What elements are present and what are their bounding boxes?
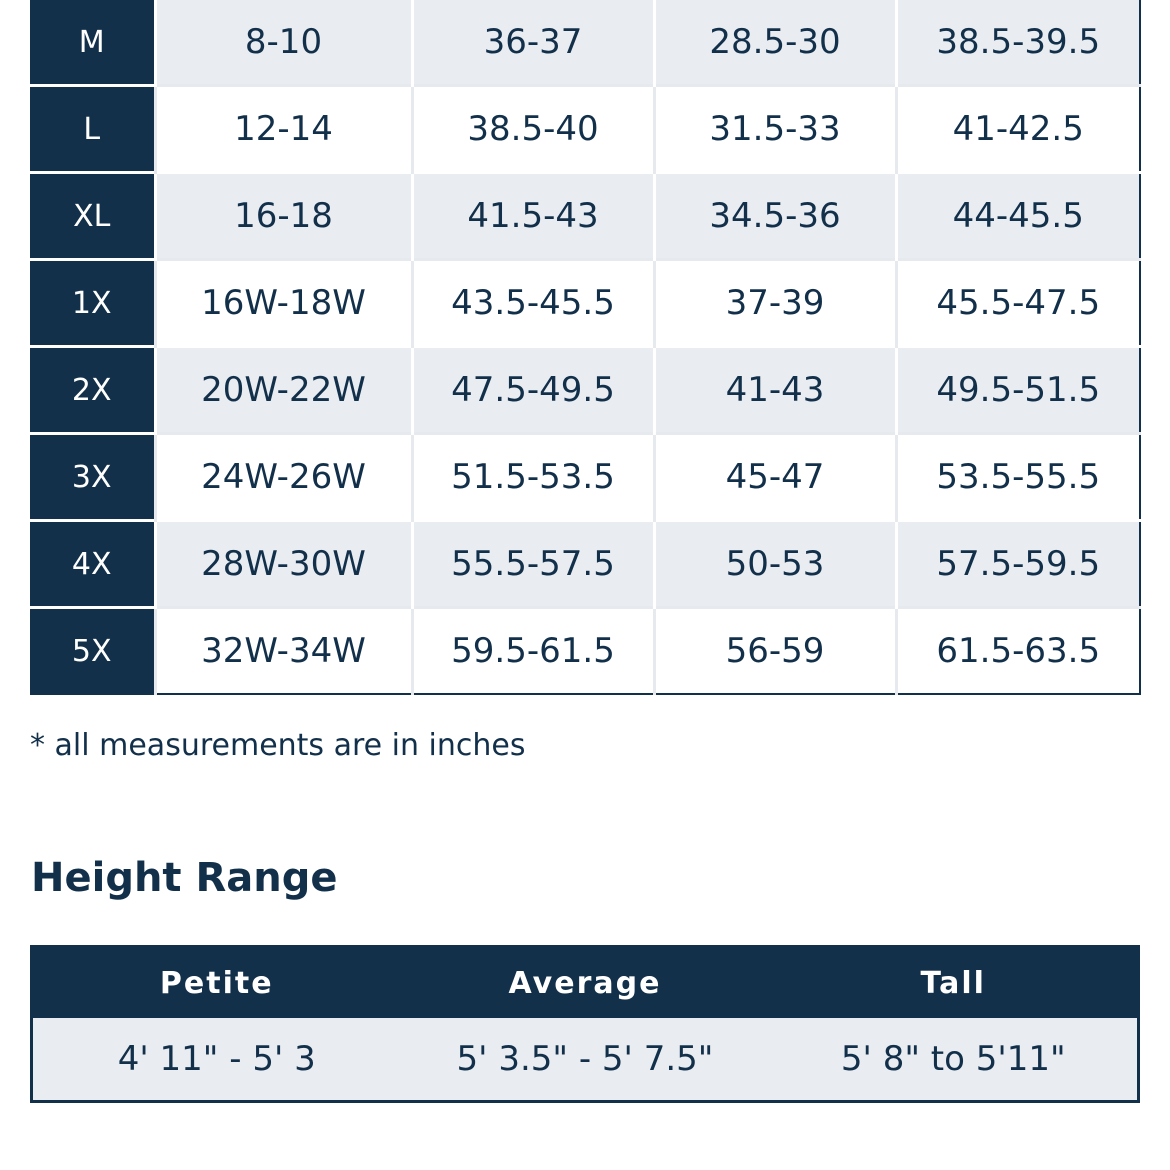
size-value: 47.5-49.5: [412, 347, 654, 434]
size-label: M: [30, 0, 155, 86]
size-value: 32W-34W: [155, 608, 412, 695]
size-value: 41-43: [654, 347, 896, 434]
size-value: 50-53: [654, 521, 896, 608]
height-header-petite: Petite: [32, 947, 401, 1019]
size-value: 55.5-57.5: [412, 521, 654, 608]
size-value: 8-10: [155, 0, 412, 86]
size-value: 12-14: [155, 86, 412, 173]
size-label: 1X: [30, 260, 155, 347]
size-value: 53.5-55.5: [896, 434, 1140, 521]
size-label: 3X: [30, 434, 155, 521]
size-row-m: [30, 0, 1140, 86]
size-row-5x: [30, 608, 1140, 695]
size-value: 49.5-51.5: [896, 347, 1140, 434]
height-value-petite: 4' 11" - 5' 3: [32, 1018, 401, 1102]
size-value: 38.5-40: [412, 86, 654, 173]
size-value: 28W-30W: [155, 521, 412, 608]
height-value-average: 5' 3.5" - 5' 7.5": [401, 1018, 770, 1102]
size-chart-table: [30, 0, 1141, 695]
size-label: 2X: [30, 347, 155, 434]
size-row-xl: [30, 173, 1140, 260]
size-value: 61.5-63.5: [896, 608, 1140, 695]
height-range-title: Height Range: [31, 855, 338, 901]
size-value: 16-18: [155, 173, 412, 260]
size-value: 43.5-45.5: [412, 260, 654, 347]
size-value: 56-59: [654, 608, 896, 695]
size-value: 16W-18W: [155, 260, 412, 347]
size-row-1x: [30, 260, 1140, 347]
size-value: 36-37: [412, 0, 654, 86]
measurement-note: * all measurements are in inches: [30, 728, 526, 763]
size-value: 45-47: [654, 434, 896, 521]
size-value: 31.5-33: [654, 86, 896, 173]
height-header-row: [32, 947, 1139, 1019]
size-value: 34.5-36: [654, 173, 896, 260]
size-label: L: [30, 86, 155, 173]
size-value: 51.5-53.5: [412, 434, 654, 521]
size-value: 45.5-47.5: [896, 260, 1140, 347]
size-value: 41-42.5: [896, 86, 1140, 173]
size-value: 44-45.5: [896, 173, 1140, 260]
height-header-average: Average: [401, 947, 770, 1019]
size-label: 4X: [30, 521, 155, 608]
size-value: 24W-26W: [155, 434, 412, 521]
size-value: 20W-22W: [155, 347, 412, 434]
size-row-4x: [30, 521, 1140, 608]
height-header-tall: Tall: [770, 947, 1139, 1019]
size-value: 37-39: [654, 260, 896, 347]
height-value-row: [32, 1018, 1139, 1102]
size-value: 38.5-39.5: [896, 0, 1140, 86]
size-value: 28.5-30: [654, 0, 896, 86]
size-label: 5X: [30, 608, 155, 695]
size-row-3x: [30, 434, 1140, 521]
height-value-tall: 5' 8" to 5'11": [770, 1018, 1139, 1102]
size-value: 57.5-59.5: [896, 521, 1140, 608]
size-row-2x: [30, 347, 1140, 434]
size-value: 59.5-61.5: [412, 608, 654, 695]
size-label: XL: [30, 173, 155, 260]
height-range-table: [30, 945, 1140, 1103]
size-value: 41.5-43: [412, 173, 654, 260]
size-row-l: [30, 86, 1140, 173]
